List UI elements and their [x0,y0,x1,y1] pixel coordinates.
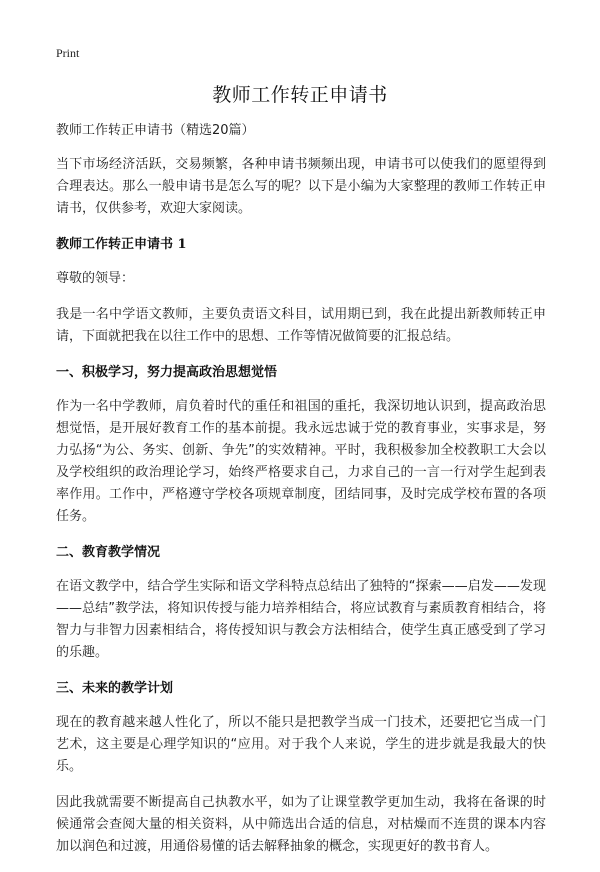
opening-paragraph: 我是一名中学语文教师，主要负责语文科目，试用期已到，我在此提出新教师转正申请，下面就把我在以往工作中的思想、工作等情况做简要的汇报总结。 [56,307,546,344]
salutation: 尊敬的领导： [56,271,135,286]
part2-paragraph: 在语文教学中，结合学生实际和语文学科特点总结出了独特的“探索——启发——发现——总结”教学法，将知识传授与能力培养相结合，将应试教育与素质教育相结合，将智力与非智力因素相结合，将传授知识与教会方法相结合，使学生真正感受到了学习的乐趣。 [56,579,546,660]
section-heading-1: 教师工作转正申请书 1 [56,237,187,252]
document-subtitle: 教师工作转正申请书（精选20篇） [56,123,255,138]
intro-paragraph: 当下市场经济活跃，交易频繁，各种申请书频频出现，申请书可以使我们的愿望得到合理表达。那么一般申请书是怎么写的呢？以下是小编为大家整理的教师工作转正申请书，仅供参考，欢迎大家阅读。 [56,157,546,216]
print-link[interactable]: Print [56,46,80,60]
part3-heading: 三、未来的教学计划 [56,681,174,696]
part3-paragraph-1: 现在的教育越来越人性化了，所以不能只是把教学当成一门技术，还要把它当成一门艺术，这主要是心理学知识的“应用。对于我个人来说，学生的进步就是我最大的快乐。 [56,715,546,774]
page-title: 教师工作转正申请书 [212,84,388,106]
part3-paragraph-2: 因此我就需要不断提高自己执教水平，如为了让课堂教学更加生动，我将在备课的时候通常会查阅大量的相关资料，从中筛选出合适的信息，对枯燥而不连贯的课本内容加以润色和过渡，用通俗易懂的话去解释抽象的概念，实现更好的教书育人。 [56,795,546,854]
part1-heading: 一、积极学习，努力提高政治思想觉悟 [56,365,278,380]
part2-heading: 二、教育教学情况 [56,545,161,560]
document-body [56,120,546,872]
part1-paragraph: 作为一名中学教师，肩负着时代的重任和祖国的重托，我深切地认识到，提高政治思想觉悟，是开展好教育工作的基本前提。我永远忠诚于党的教育事业，实事求是，努力弘扬“为公、务实、创新、争先”的实效精神。平时，我积极参加全校教职工大会以及学校组织的政治理论学习，始终严格要求自己，力求自己的一言一行对学生起到表率作用。工作中，严格遵守学校各项规章制度，团结同事，及时完成学校布置的各项任务。 [56,399,546,524]
